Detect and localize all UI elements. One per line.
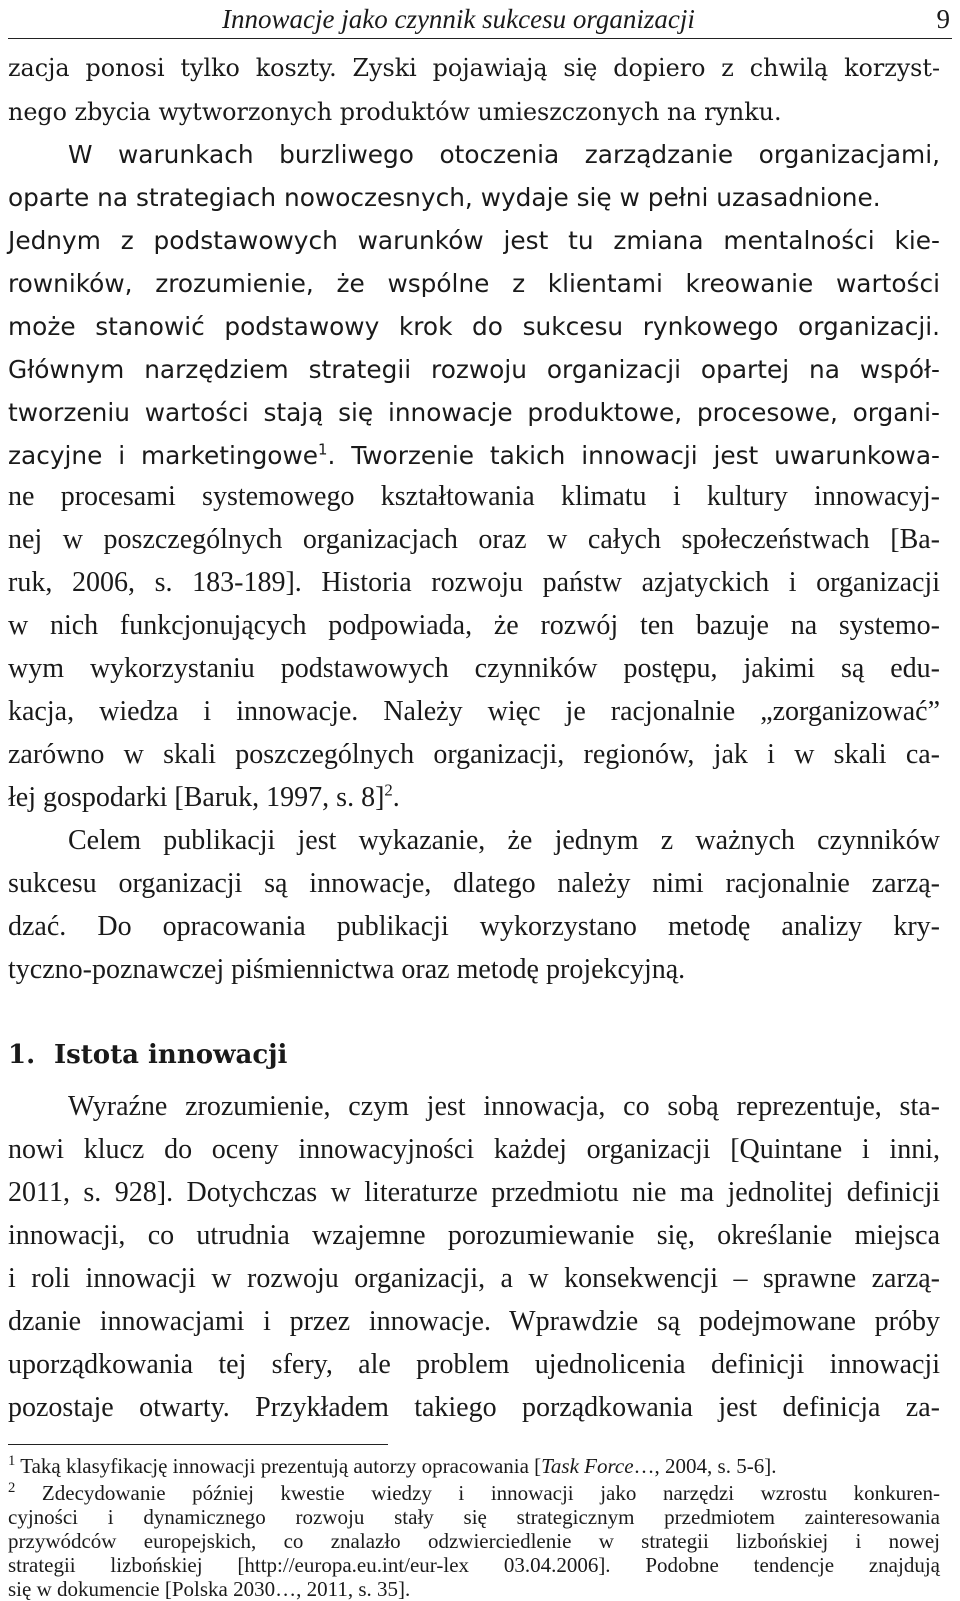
- section-line: uporządkowania tej sfery, ale problem ujednolicenia definicji innowacji: [8, 1349, 940, 1380]
- footnote-2-line: przywódców europejskich, co znalazło odzwierciedlenie w strategii lizbońskiej i nowej: [8, 1529, 940, 1553]
- section-number: 1.: [8, 1040, 36, 1070]
- body-line: tworzeniu wartości stają się innowacje produktowe, procesowe, organi-: [8, 398, 940, 427]
- body-line: nej w poszczególnych organizacjach oraz w całych społeczeństwach [Ba-: [8, 524, 940, 555]
- section-line: Wyraźne zrozumienie, czym jest innowacja, co sobą reprezentuje, sta-: [68, 1091, 940, 1122]
- body-text: . Tworzenie takich innowacji jest uwarunkowa-: [327, 441, 940, 470]
- section-line: dzanie innowacjami i przez innowacje. Wprawdzie są podejmowane próby: [8, 1306, 940, 1337]
- body-line: zacja ponosi tylko koszty. Zyski pojawiają się dopiero z chwilą korzyst-: [8, 54, 940, 82]
- footnote-1-text-end: …, 2004, s. 5-6].: [633, 1454, 777, 1478]
- body-line: tyczno-poznawczej piśmiennictwa oraz metodę projekcyjną.: [8, 954, 686, 985]
- body-line: [8, 780, 940, 813]
- body-line: może stanowić podstawowy krok do sukcesu rynkowego organizacji.: [8, 312, 940, 341]
- body-line: dzać. Do opracowania publikacji wykorzystano metodę analizy kry-: [8, 911, 940, 942]
- body-line: Głównym narzędziem strategii rozwoju organizacji opartej na współ-: [8, 355, 940, 384]
- body-line: W warunkach burzliwego otoczenia zarządzanie organizacjami,: [68, 140, 940, 169]
- section-title: Istota innowacji: [54, 1040, 288, 1070]
- section-line: i roli innowacji w rozwoju organizacji, a w konsekwencji – sprawne zarzą-: [8, 1263, 940, 1294]
- body-line: Celem publikacji jest wykazanie, że jednym z ważnych czynników: [68, 825, 940, 856]
- footnote-2-mark: 2: [8, 1480, 16, 1496]
- body-line: kacja, wiedza i innowacje. Należy więc je racjonalnie „zorganizować”: [8, 696, 940, 727]
- footnote-2-text: Zdecydowanie później kwestie wiedzy i innowacji jako narzędzi wzrostu konkuren-: [15, 1481, 940, 1505]
- body-line: ne procesami systemowego kształtowania klimatu i kultury innowacyj-: [8, 481, 940, 512]
- running-header: [8, 0, 952, 39]
- body-line: ruk, 2006, s. 183-189]. Historia rozwoju państw azjatyckich i organizacji: [8, 567, 940, 598]
- body-line: wym wykorzystaniu podstawowych czynników postępu, jakimi są edu-: [8, 653, 940, 684]
- footnote-ref-2: 2: [384, 780, 393, 800]
- body-line: w nich funkcjonujących podpowiada, że rozwój ten bazuje na systemo-: [8, 610, 940, 641]
- body-text: zacyjne i marketingowe: [8, 441, 319, 470]
- body-line: Jednym z podstawowych warunków jest tu zmiana mentalności kie-: [8, 226, 940, 255]
- footnote-separator: [8, 1444, 388, 1445]
- footnote-2-line: [8, 1480, 940, 1505]
- footnote-ref-1: 1: [318, 440, 328, 459]
- footnote-1-mark: 1: [8, 1453, 16, 1469]
- section-heading: [8, 1040, 287, 1070]
- footnote-1-italic: Task Force: [541, 1454, 634, 1478]
- body-text: łej gospodarki [Baruk, 1997, s. 8]: [8, 782, 385, 813]
- page-number: 9: [936, 4, 950, 34]
- section-line: 2011, s. 928]. Dotychczas w literaturze przedmiotu nie ma jednolitej definicji: [8, 1177, 940, 1208]
- section-line: nowi klucz do oceny innowacyjności każdej organizacji [Quintane i inni,: [8, 1134, 940, 1165]
- body-text: .: [392, 782, 400, 813]
- footnote-2-line: strategii lizbońskiej [http://europa.eu.int/eur-lex 03.04.2006]. Podobne tendencje znajdują: [8, 1553, 940, 1577]
- body-line: [8, 440, 940, 470]
- body-line: rowników, zrozumienie, że wspólne z klientami kreowanie wartości: [8, 269, 940, 298]
- body-line: oparte na strategiach nowoczesnych, wydaje się w pełni uzasadnione.: [8, 183, 881, 212]
- body-line: nego zbycia wytworzonych produktów umieszczonych na rynku.: [8, 98, 782, 126]
- section-line: pozostaje otwarty. Przykładem takiego porządkowania jest definicja za-: [8, 1392, 940, 1423]
- footnote-2-line: się w dokumencie [Polska 2030…, 2011, s. 35].: [8, 1577, 411, 1601]
- footnote-1-text: Taką klasyfikację innowacji prezentują autorzy opracowania [: [15, 1454, 542, 1478]
- footnote-1: [8, 1453, 940, 1478]
- body-line: zarówno w skali poszczególnych organizacji, regionów, jak i w skali ca-: [8, 739, 940, 770]
- body-line: sukcesu organizacji są innowacje, dlatego należy nimi racjonalnie zarzą-: [8, 868, 940, 899]
- running-header-title: Innowacje jako czynnik sukcesu organizacji: [222, 4, 695, 34]
- footnote-2-line: cyjności i dynamicznego rozwoju stały się strategicznym przedmiotem zainteresowania: [8, 1505, 940, 1529]
- section-line: innowacji, co utrudnia wzajemne porozumiewanie się, określanie miejsca: [8, 1220, 940, 1251]
